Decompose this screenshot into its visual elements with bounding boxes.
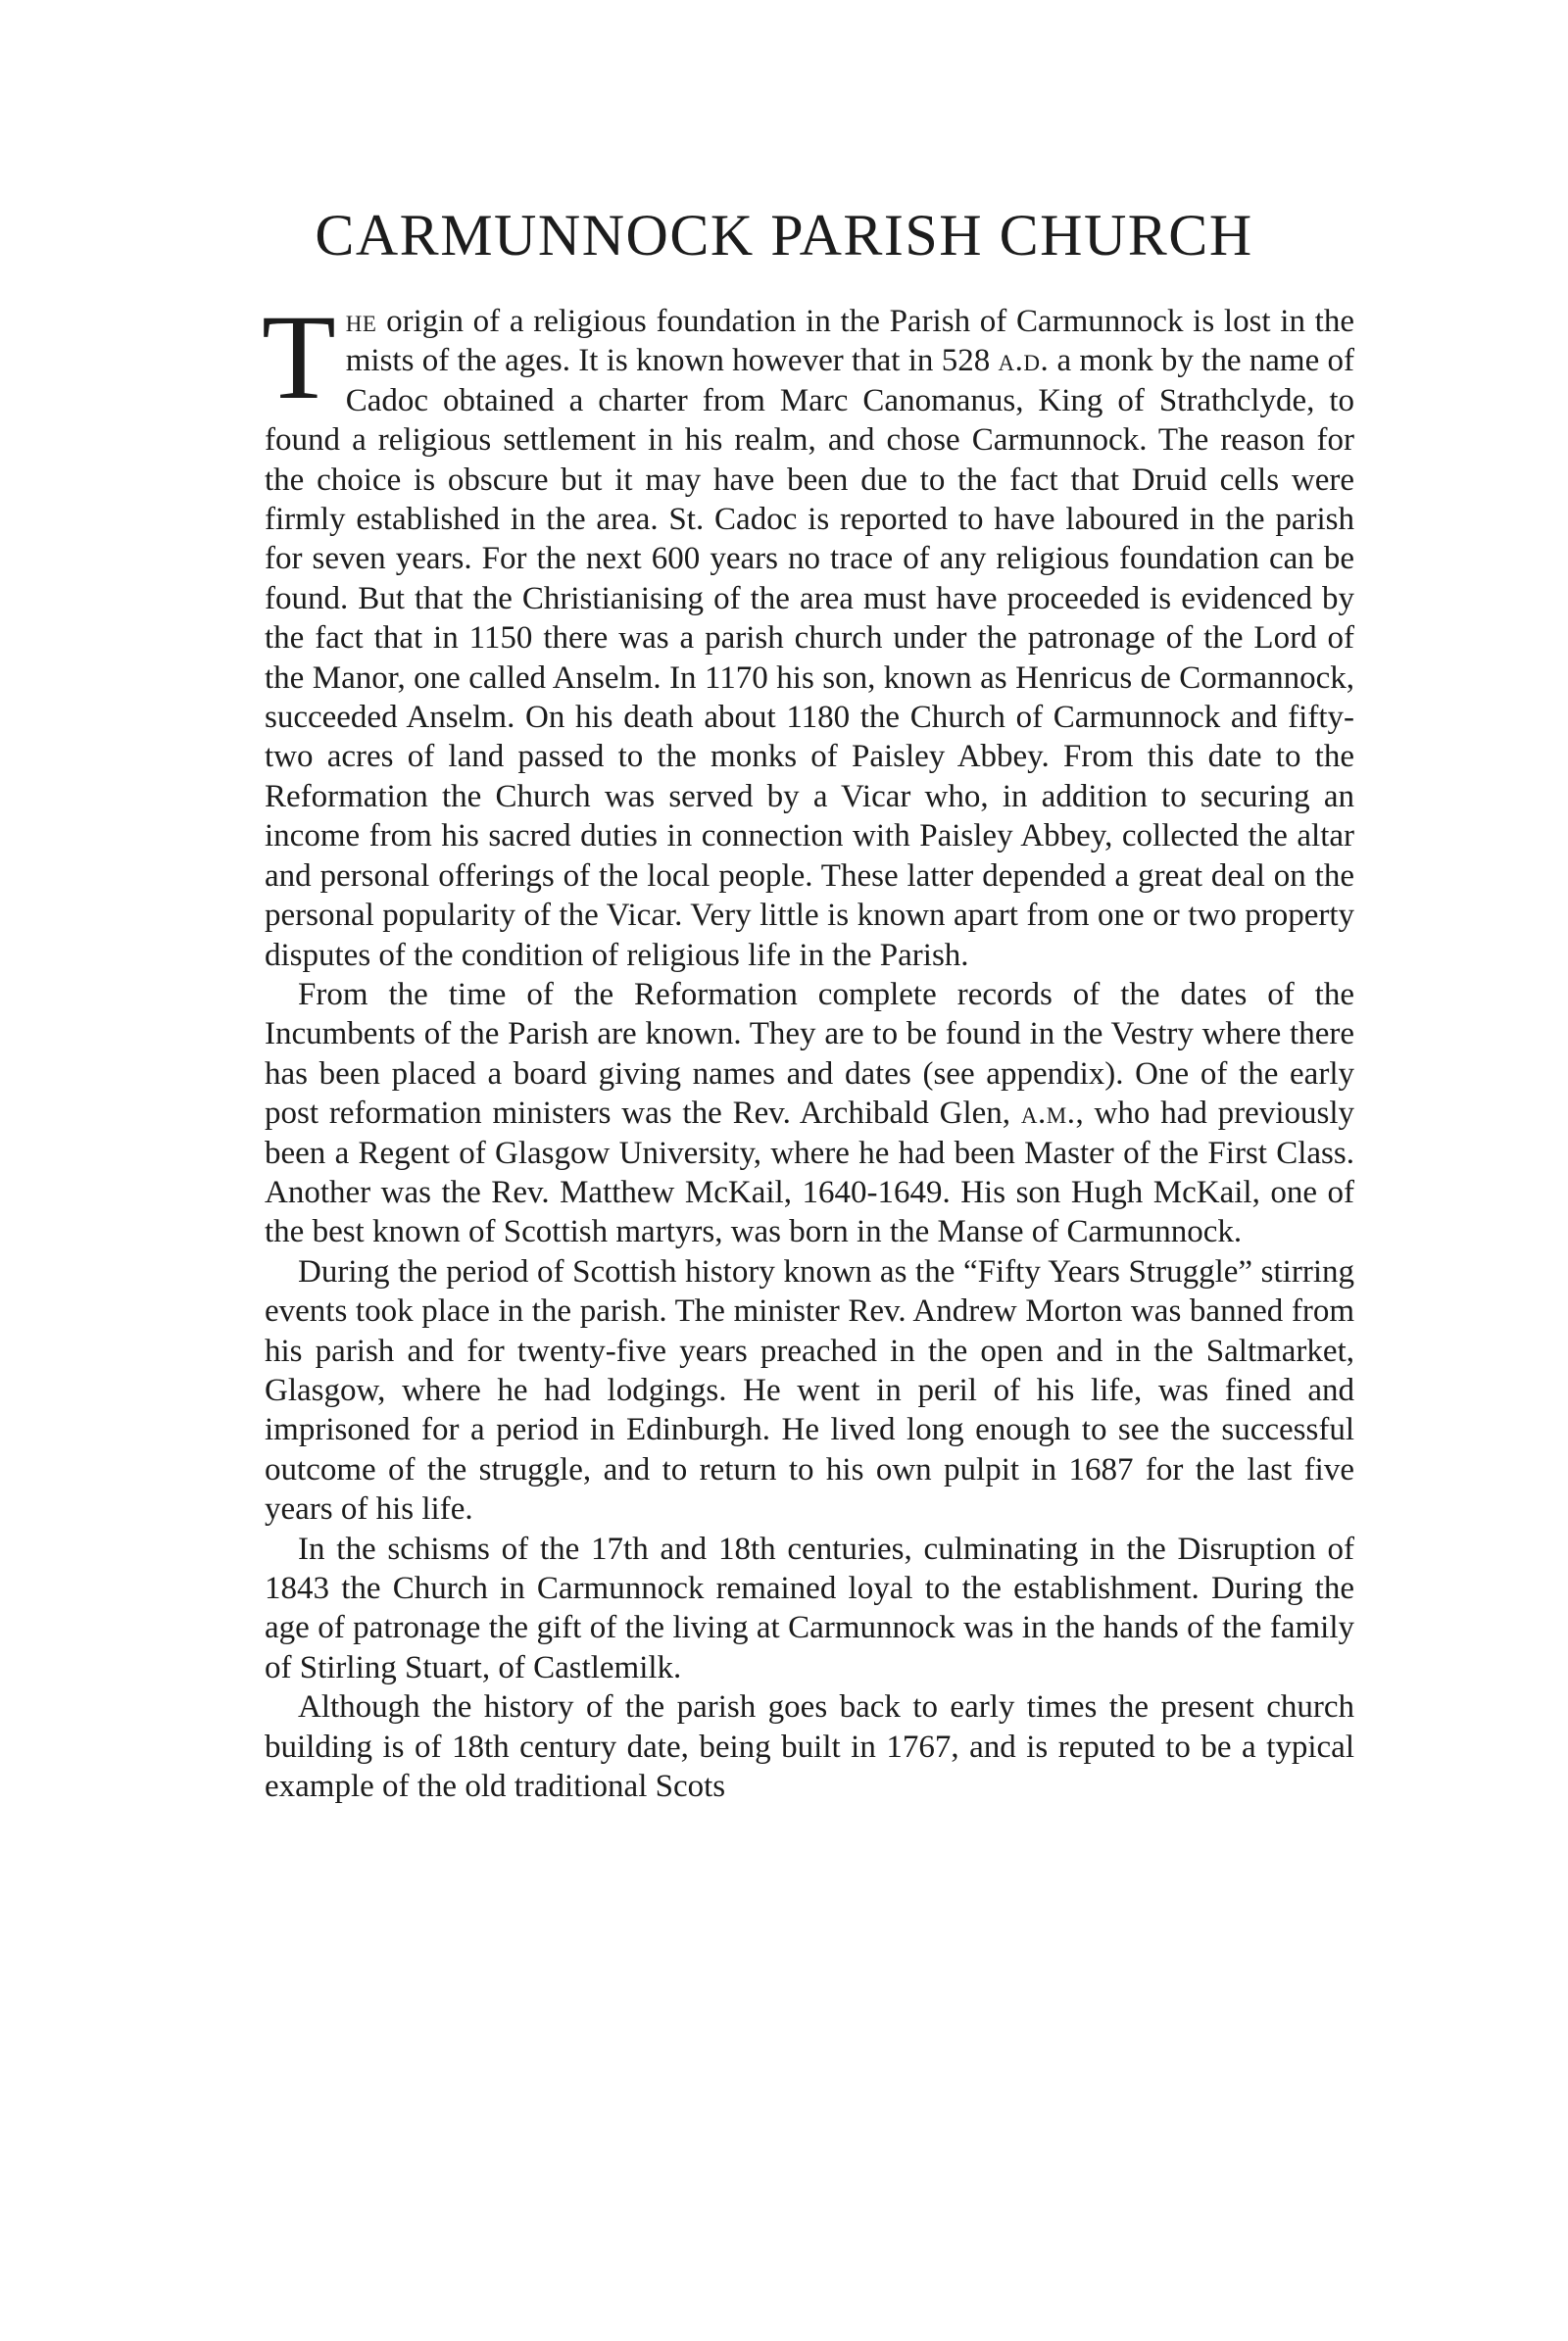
paragraph-1 xyxy=(262,290,1354,975)
drop-cap: T xyxy=(262,290,336,424)
paragraph-1-text-b: a monk by the name of Cadoc obtained a charter from Marc Canomanus, King of Strathclyde, to found a religious settlement in his realm, and chose Carmunnock. The reason for the choice is obscure but it may have been due to the fact that Druid cells were firmly established in the area. St. Cadoc is reported to have laboured in the parish for seven years. For the next 600 years no trace of any religious foundation can be found. But that the Christianising of the area must have proceeded is evidenced by the fact that in 1150 there was a parish church under the patronage of the Lord of the Manor, one called Anselm. In 1170 his son, known as Henricus de Cormannock, succeeded Anselm. On his death about 1180 the Church of Carmunnock and fifty-two acres of land passed to the monks of Paisley Abbey. From this date to the Reformation the Church was served by a Vicar who, in addition to securing an income from his sacred duties in connection with Paisley Abbey, collected the altar and personal offerings of the local people. These latter depended a great deal on the personal popularity of the Vicar. Very little is known apart from one or two property disputes of the condition of religious life in the Parish. xyxy=(265,343,1354,973)
lead-small-caps: he xyxy=(345,304,377,339)
era-abbreviation: a.d. xyxy=(998,343,1050,379)
degree-abbreviation: a.m. xyxy=(1020,1096,1076,1132)
paragraph-5: Although the history of the parish goes back to early times the present church building is of 18th century date, being built in 1767, and is reputed to be a typical example of the old traditional Scots xyxy=(265,1689,1354,1805)
paragraph-2 xyxy=(265,975,1354,1252)
paragraph-2-text-b: , who had previously been a Regent of Glasgow University, where he had been Master of the First Class. Another was the Rev. Matthew McKail, 1640-1649. His son Hugh McKail, one of the best known of Scottish martyrs, was born in the Manse of Carmunnock. xyxy=(265,1096,1355,1250)
article-body xyxy=(262,290,1355,1806)
paragraph-1-text-a: origin of a religious foundation in the Parish of Carmunnock is lost in the mists of the ages. It is known however that in 528 xyxy=(345,304,1354,379)
page-title: CARMUNNOCK PARISH CHURCH xyxy=(315,203,1253,268)
paragraph-4: In the schisms of the 17th and 18th centuries, culminating in the Disruption of 1843 the Church in Carmunnock remained loyal to the establishment. During the age of patronage the gift of the living at Carmunnock was in the hands of the family of Stirling Stuart, of Castlemilk. xyxy=(265,1531,1354,1685)
paragraph-2-text-a: From the time of the Reformation complete records of the dates of the Incumbents of the Parish are known. They are to be found in the Vestry where there has been placed a board giving names and dates (see appendix). One of the early post reformation ministers was the Rev. Archibald Glen, xyxy=(265,976,1354,1132)
paragraph-3: During the period of Scottish history known as the “Fifty Years Struggle” stirring events took place in the parish. The minister Rev. Andrew Morton was banned from his parish and for twenty-five years preached in the open and in the Saltmarket, Glasgow, where he had lodgings. He went in peril of his life, was fined and imprisoned for a period in Edinburgh. He lived long enough to see the successful outcome of the struggle, and to return to his own pulpit in 1687 for the last five years of his life. xyxy=(265,1253,1354,1528)
